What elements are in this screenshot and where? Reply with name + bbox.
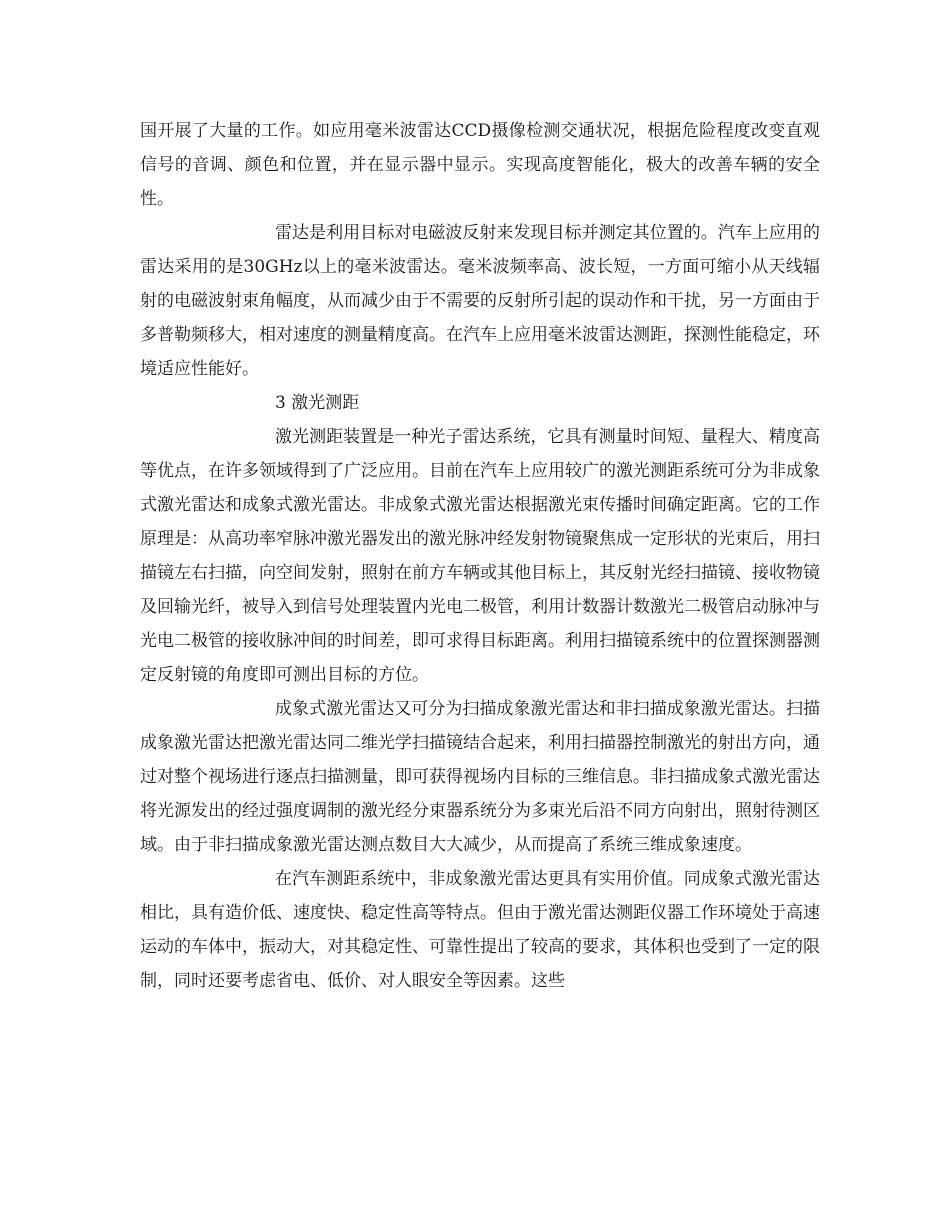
paragraph-radar: 雷达是利用目标对电磁波反射来发现目标并测定其位置的。汽车上应用的雷达采用的是30GHz以上的毫米波雷达。毫米波频率高、波长短，一方面可缩小从天线辐射的电磁波射束角幅度，从而减少由于不需要的反射所引起的误动作和干扰，另一方面由于多普勒频移大，相对速度的测量精度高。在汽车上应用毫米波雷达测距，探测性能稳定，环境适应性能好。 [140,223,820,379]
paragraph-continuation: 国开展了大量的工作。如应用毫米波雷达CCD摄像检测交通状况，根据危险程度改变直观信号的音调、颜色和位置，并在显示器中显示。实现高度智能化，极大的改善车辆的安全性。 [140,121,820,209]
body-text [140,114,820,998]
section-heading-laser-ranging: 3 激光测距 [275,393,360,413]
paragraph-laser-ranging: 激光测距装置是一种光子雷达系统，它具有测量时间短、量程大、精度高等优点，在许多领域得到了广泛应用。目前在汽车上应用较广的激光测距系统可分为非成象式激光雷达和成象式激光雷达。非成象式激光雷达根据激光束传播时间确定距离。它的工作原理是：从高功率窄脉冲激光器发出的激光脉冲经发射物镜聚焦成一定形状的光束后，用扫描镜左右扫描，向空间发射，照射在前方车辆或其他目标上，其反射光经扫描镜、接收物镜及回输光纤，被导入到信号处理装置内光电二极管，利用计数器计数激光二极管启动脉冲与光电二极管的接收脉冲间的时间差，即可求得目标距离。利用扫描镜系统中的位置探测器测定反射镜的角度即可测出目标的方位。 [140,427,820,685]
paragraph-automotive-lidar: 在汽车测距系统中，非成象激光雷达更具有实用价值。同成象式激光雷达相比，具有造价低、速度快、稳定性高等特点。但由于激光雷达测距仪器工作环境处于高速运动的车体中，振动大，对其稳定性、可靠性提出了较高的要求，其体积也受到了一定的限制，同时还要考虑省电、低价、对人眼安全等因素。这些 [140,869,820,991]
paragraph-imaging-lidar: 成象式激光雷达又可分为扫描成象激光雷达和非扫描成象激光雷达。扫描成象激光雷达把激光雷达同二维光学扫描镜结合起来，利用扫描器控制激光的射出方向，通过对整个视场进行逐点扫描测量，即可获得视场内目标的三维信息。非扫描成象式激光雷达将光源发出的经过强度调制的激光经分束器系统分为多束光后沿不同方向射出，照射待测区域。由于非扫描成象激光雷达测点数目大大减少，从而提高了系统三维成象速度。 [140,699,820,855]
